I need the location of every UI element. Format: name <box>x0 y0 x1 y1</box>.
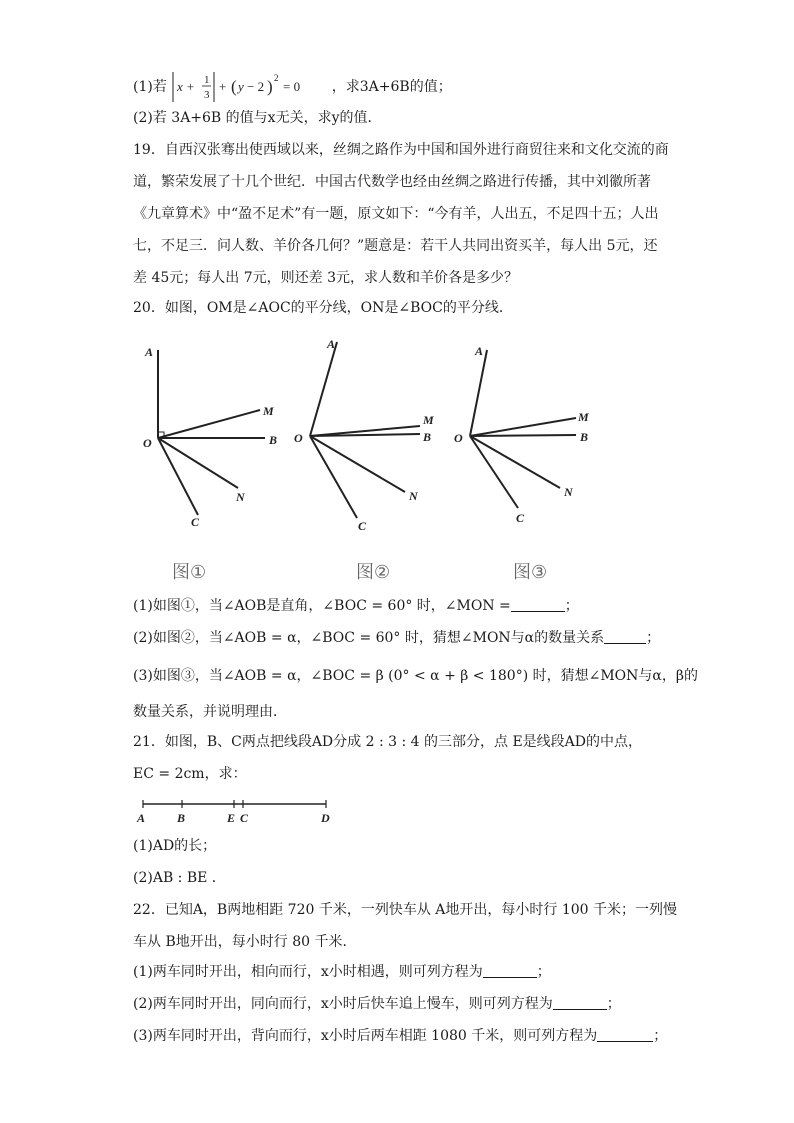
abs-value-expression <box>171 70 327 104</box>
q22-part2: (2)两车同时开出，同向而行，x小时后快车追上慢车，则可列方程为 ； <box>133 996 621 1012</box>
segment-label-c: C <box>240 811 249 825</box>
svg-text:2: 2 <box>274 73 279 83</box>
q20-intro: 20．如图，OM是∠AOC的平分线，ON是∠BOC的平分线． <box>133 300 513 316</box>
svg-text:): ) <box>267 77 273 96</box>
formula-svg <box>171 70 327 104</box>
figure-3-caption: 图③ <box>513 562 548 583</box>
answer-blank[interactable] <box>604 629 646 644</box>
q21-part2: (2)AB : BE ． <box>133 870 226 886</box>
fig1-label-a: A <box>145 345 154 359</box>
fig1-label-o: O <box>143 436 152 450</box>
svg-text:3: 3 <box>204 89 210 101</box>
q18-part2: (2)若 3A+6B 的值与x无关，求y的值． <box>133 110 382 126</box>
answer-blank[interactable] <box>483 963 537 978</box>
q21-part1: (1)AD的长； <box>133 838 217 854</box>
q19-line-3: 《九章算术》中“盈不足术”有一题，原文如下：“今有羊，人出五，不足四十五；人出 <box>133 206 659 222</box>
fig3-label-b: B <box>580 430 589 444</box>
segment-label-b: B <box>177 811 186 825</box>
fig1-label-n: N <box>236 490 245 504</box>
fig3-label-m: M <box>578 410 589 424</box>
q20-part3-line2: 数量关系，并说明理由． <box>133 704 287 720</box>
svg-text:= 0: = 0 <box>283 79 301 94</box>
q19-line-2: 道，繁荣发展了十几个世纪．中国古代数学也经由丝绸之路进行传播，其中刘徽所著 <box>133 174 651 190</box>
svg-text:x +: x + <box>177 79 196 94</box>
q20-part2: (2)如图②，当∠AOB = α，∠BOC = 60° 时，猜想∠MON与α的数量关系 ； <box>133 630 661 646</box>
q19-line-5: 差 45元；每人出 7元，则还差 3元，求人数和羊价各是多少？ <box>133 270 518 286</box>
segment-label-e: E <box>227 811 236 825</box>
q22-part1: (1)两车同时开出，相向而行，x小时相遇，则可列方程为 ； <box>133 964 551 980</box>
figure-1 <box>143 345 277 529</box>
fig2-label-o: O <box>294 431 303 445</box>
fig1-label-m: M <box>263 404 274 418</box>
fig2-label-m: M <box>423 413 434 427</box>
svg-text:− 2: − 2 <box>247 79 265 94</box>
q21-line1: 21．如图，B、C两点把线段AD分成 2 : 3 : 4 的三部分，点 E是线段AD的中点， <box>133 734 643 750</box>
fig2-label-a: A <box>327 337 336 351</box>
q22-line1: 22．已知A，B两地相距 720 千米，一列快车从 A地开出，每小时行 100 千米；一列慢 <box>133 902 678 918</box>
fig1-label-c: C <box>191 515 200 529</box>
segment-label-a: A <box>137 811 146 825</box>
fig1-label-b: B <box>269 433 278 447</box>
segment-figure <box>136 796 346 836</box>
figure-1-caption: 图① <box>172 562 207 583</box>
q22-part3: (3)两车同时开出，背向而行，x小时后两车相距 1080 千米，则可列方程为 ； <box>133 1028 668 1044</box>
fig3-label-a: A <box>475 344 484 358</box>
figure-2-caption: 图② <box>356 562 391 583</box>
svg-text:(: ( <box>231 77 237 96</box>
fig2-label-n: N <box>409 489 418 503</box>
figure-3 <box>454 344 589 525</box>
fig3-label-c: C <box>516 511 525 525</box>
q20-part1: (1)如图①，当∠AOB是直角，∠BOC = 60° 时，∠MON = ； <box>133 598 579 614</box>
answer-blank[interactable] <box>511 597 565 612</box>
q19-line-4: 七，不足三．问人数、羊价各几何？”题意是：若干人共同出资买羊，每人出 5元，还 <box>133 238 658 254</box>
answer-blank[interactable] <box>553 995 607 1010</box>
q20-part3-line1: (3)如图③，当∠AOB = α，∠BOC = β (0° < α + β < 180°) 时，猜想∠MON与α，β的 <box>133 668 698 684</box>
q22-line2: 车从 B地开出，每小时行 80 千米． <box>133 934 357 950</box>
q19-line-1: 19．自西汉张骞出使西域以来，丝绸之路作为中国和国外进行商贸往来和文化交流的商 <box>133 142 669 158</box>
figure-2 <box>294 337 434 533</box>
segment-label-d: D <box>321 811 330 825</box>
answer-blank[interactable] <box>597 1027 653 1042</box>
fig3-label-o: O <box>454 431 463 445</box>
q21-line2: EC = 2cm，求： <box>133 766 247 782</box>
fig3-label-n: N <box>564 485 573 499</box>
q18-part1: (1)若 x + 1 3 + ( y − 2 ) 2 = 0 ，求3A+6B的值； <box>133 70 452 104</box>
svg-text:1: 1 <box>204 74 210 86</box>
fig2-label-b: B <box>423 430 432 444</box>
svg-text:y: y <box>238 79 245 94</box>
svg-text:+: + <box>219 79 227 94</box>
fig2-label-c: C <box>358 519 367 533</box>
angle-figures <box>130 330 690 550</box>
